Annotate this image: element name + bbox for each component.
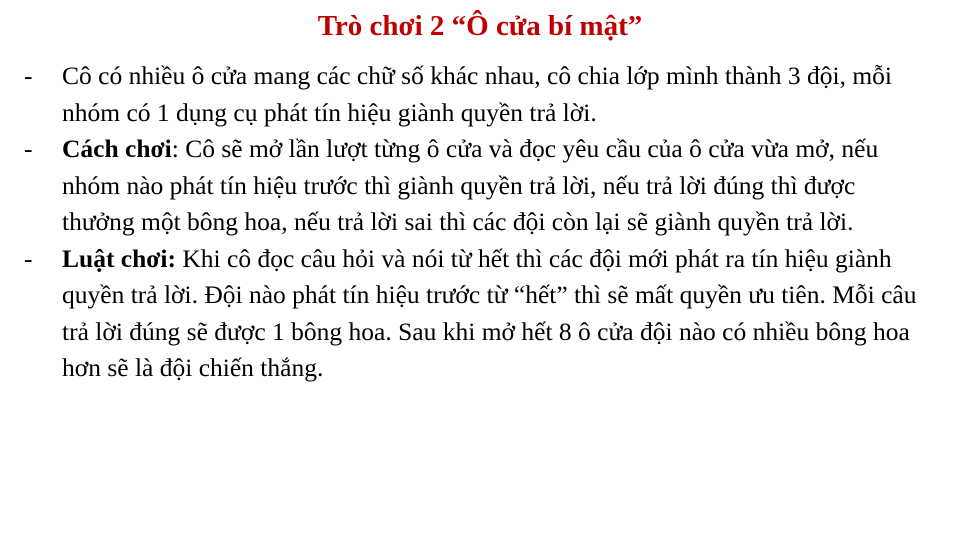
bullet-dash: - — [24, 134, 33, 163]
bullet-item-how-to-play — [24, 131, 934, 241]
bullet-lead: Cách chơi — [62, 134, 172, 163]
bullet-item-rules — [24, 241, 934, 387]
bullet-lead: Luật chơi: — [62, 243, 177, 273]
bullet-dash: - — [24, 61, 33, 90]
bullet-list — [24, 58, 934, 387]
slide-title: Trò chơi 2 “Ô cửa bí mật” — [317, 10, 643, 42]
bullet-item-setup — [24, 58, 934, 131]
bullet-text: Cô có nhiều ô cửa mang các chữ số khác nhau, cô chia lớp mình thành 3 đội, mỗi nhóm có 1 dụng cụ phát tín hiệu giành quyền trả lời. — [62, 61, 892, 127]
bullet-text: Khi cô đọc câu hỏi và nói từ hết thì các đội mới phát ra tín hiệu giành quyền trả lời. Đội nào phát tín hiệu trước từ “hết” thì sẽ mất quyền ưu tiên. Mỗi câu trả lời đúng sẽ được 1 bông hoa. Sau khi mở hết 8 ô cửa đội nào có nhiều bông hoa hơn sẽ là đội chiến thắng. — [62, 243, 917, 382]
bullet-text: : Cô sẽ mở lần lượt từng ô cửa và đọc yêu cầu của ô cửa vừa mở, nếu nhóm nào phát tín hiệu trước thì giành quyền trả lời, nếu trả lời đúng thì được thưởng một bông hoa, nếu trả lời sai thì các đội còn lại sẽ giành quyền trả lời. — [62, 134, 879, 236]
bullet-dash: - — [24, 243, 33, 273]
